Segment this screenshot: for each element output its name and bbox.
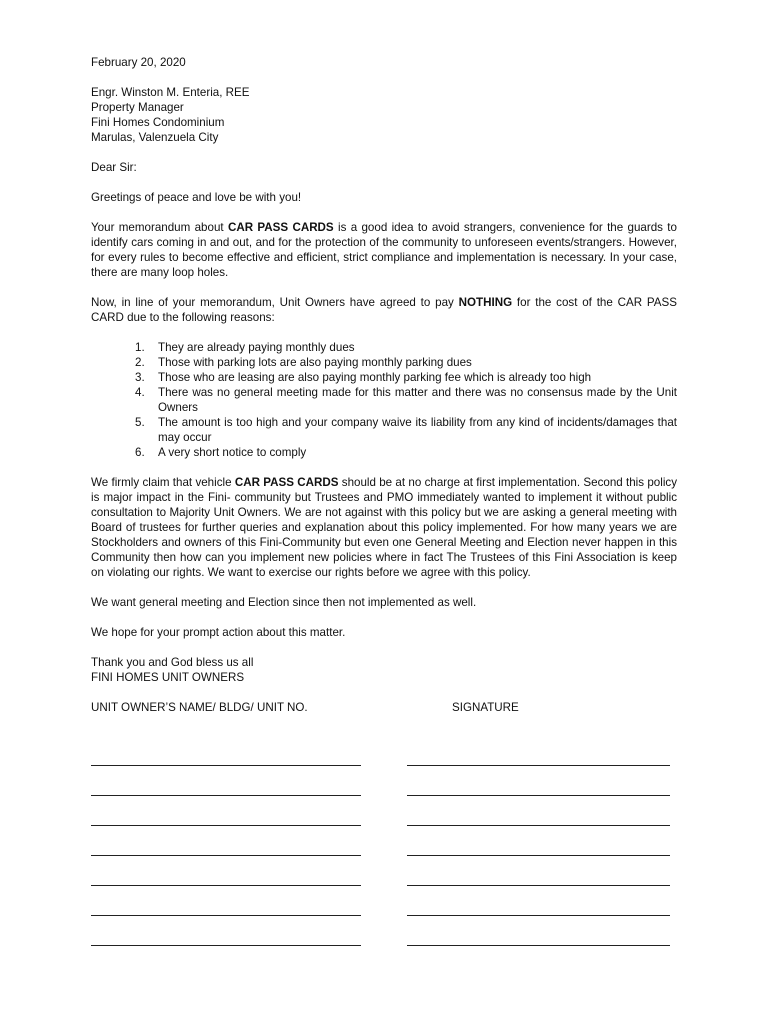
letter-body [91, 55, 677, 715]
list-text: There was no general meeting made for this matter and there was no consensus made by the Unit Owners [158, 386, 677, 414]
recipient-address: Marulas, Valenzuela City [91, 131, 219, 144]
column-header-name: UNIT OWNER’S NAME/ BLDG/ UNIT NO. [91, 701, 308, 714]
list-text: Those with parking lots are also paying monthly parking dues [158, 356, 472, 369]
emphasis-text: CAR PASS CARDS [234, 476, 339, 489]
list-text: They are already paying monthly dues [158, 341, 355, 354]
paragraph-text: is a good idea to avoid strangers, convenience for the guards to identify cars coming in and out, and for the protection of the community to unforeseen events/strangers. However, for every rules to become effective and efficient, strict compliance and implementation is necessary. In your case, there are many loop holes. [91, 221, 677, 279]
greeting: Greetings of peace and love be with you! [91, 191, 302, 204]
list-number: 1. [135, 341, 145, 354]
salutation: Dear Sir: [91, 161, 137, 174]
list-number: 2. [135, 356, 145, 369]
letter-date: February 20, 2020 [91, 56, 186, 69]
recipient-company: Fini Homes Condominium [91, 116, 225, 129]
signature-blank-line[interactable] [407, 765, 670, 766]
paragraph-text: Now, in line of your memorandum, Unit Owners have agreed to pay [91, 296, 459, 309]
list-text: Those who are leasing are also paying monthly parking fee which is already too high [158, 371, 592, 384]
table-row [91, 765, 671, 795]
list-text: A very short notice to comply [158, 446, 307, 459]
list-item [91, 415, 677, 445]
sender: FINI HOMES UNIT OWNERS [91, 671, 245, 684]
list-number: 3. [135, 371, 145, 384]
table-row [91, 945, 671, 975]
name-blank-line[interactable] [91, 765, 361, 766]
list-item [91, 340, 677, 355]
signature-blank-line[interactable] [407, 855, 670, 856]
reasons-list [91, 340, 677, 460]
recipient-title: Property Manager [91, 101, 184, 114]
name-blank-line[interactable] [91, 915, 361, 916]
signature-blank-line[interactable] [407, 945, 670, 946]
signature-blank-line[interactable] [407, 795, 670, 796]
paragraph-agreement [91, 295, 677, 325]
name-blank-line[interactable] [91, 855, 361, 856]
list-item [91, 385, 677, 415]
list-item [91, 445, 677, 460]
list-number: 4. [135, 386, 145, 399]
list-text: The amount is too high and your company waive its liability from any kind of incidents/damages that may occur [158, 416, 677, 444]
name-blank-line[interactable] [91, 945, 361, 946]
paragraph-text: should be at no charge at first implementation. Second this policy is major impact in the Fini- community but Trustees and PMO immediately wanted to implement it without public consultation to Majority Unit Owners. We are not against with this policy but we are asking a general meeting with Board of trustees for further queries and explanation about this policy implemented. For how many years we are Stockholders and owners of this Fini-Community but even one General Meeting and Election never happen in this Community then how can you implement new policies where in fact The Trustees of this Fini Association is keep on violating our rights. We want to exercise our rights before we agree with this policy. [91, 476, 677, 579]
paragraph-text: Your memorandum about [91, 221, 228, 234]
table-row [91, 855, 671, 885]
signature-blank-line[interactable] [407, 885, 670, 886]
paragraph-text: for the cost of the CAR PASS CARD due to the following reasons: [91, 296, 677, 324]
list-number: 5. [135, 416, 145, 429]
paragraph-prompt-action: We hope for your prompt action about this matter. [91, 626, 346, 639]
list-item [91, 355, 677, 370]
signature-blank-line[interactable] [407, 825, 670, 826]
emphasis-text: NOTHING [458, 296, 513, 309]
recipient-block [91, 85, 677, 145]
list-number: 6. [135, 446, 145, 459]
name-blank-line[interactable] [91, 885, 361, 886]
table-row [91, 915, 671, 945]
name-blank-line[interactable] [91, 795, 361, 796]
table-row [91, 885, 671, 915]
list-item [91, 370, 677, 385]
paragraph-claim [91, 475, 677, 580]
name-blank-line[interactable] [91, 825, 361, 826]
column-header-signature: SIGNATURE [452, 701, 519, 714]
signature-blank-line[interactable] [407, 915, 670, 916]
recipient-name: Engr. Winston M. Enteria, REE [91, 86, 250, 99]
emphasis-text: CAR PASS CARDS [227, 221, 334, 234]
closing: Thank you and God bless us all [91, 656, 254, 669]
table-row [91, 795, 671, 825]
signature-table [91, 765, 671, 975]
paragraph-memorandum [91, 220, 677, 280]
table-row [91, 825, 671, 855]
paragraph-text: We firmly claim that vehicle [91, 476, 235, 489]
signature-header [91, 700, 677, 715]
paragraph-meeting-request: We want general meeting and Election since then not implemented as well. [91, 596, 477, 609]
